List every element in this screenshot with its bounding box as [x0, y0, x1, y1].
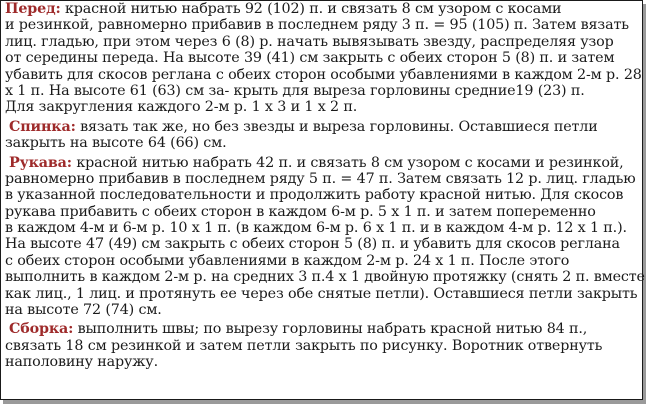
- section-sleeves-line: равномерно прибавив в последнем ряду 5 п. = 47 п. Затем связать 12 р. лиц. гладью: [5, 170, 636, 187]
- section-assembly-line: выполнить швы; по вырезу горловины набрать красной нитью 84 п.,: [73, 321, 588, 338]
- section-front-line: красной нитью набрать 92 (102) п. и связать 8 см узором с косами: [60, 1, 562, 17]
- section-sleeves-line: рукава прибавить с обеих сторон в каждом 6-м р. 5 х 1 п. и затем попеременно: [5, 203, 596, 220]
- section-assembly: [5, 321, 641, 370]
- section-front-line: х 1 п. На высоте 61 (63) см за- крыть для выреза горловины средние19 (23) п.: [5, 82, 585, 99]
- section-front: [5, 1, 641, 116]
- section-heading-assembly: Сборка:: [9, 321, 74, 338]
- section-heading-front: Перед:: [5, 1, 61, 17]
- section-sleeves-line: На высоте 47 (49) см закрыть с обеих сторон 5 (8) п. и убавить для скосов реглана: [5, 236, 620, 253]
- section-assembly-line: связать 18 см резинкой и затем петли закрыть по рисунку. Воротник отвернуть: [5, 337, 603, 354]
- section-front-line: от середины переда. На высоте 39 (41) см закрыть с обеих сторон 5 (8) п. и затем: [5, 50, 615, 67]
- section-front-line: лиц. гладью, при этом через 6 (8) р. начать вывязывать звезду, распределяя узор: [5, 33, 614, 50]
- section-heading-back: Спинка:: [9, 118, 76, 135]
- section-front-line: Для закругления каждого 2-м р. 1 х 3 и 1 х 2 п.: [5, 99, 358, 116]
- section-sleeves-line: выполнить в каждом 2-м р. на средних 3 п.4 х 1 двойную протяжку (снять 2 п. вместе: [5, 269, 645, 286]
- section-sleeves-line: с обеих сторон особыми убавлениями в каждом 2-м р. 24 х 1 п. После этого: [5, 252, 570, 269]
- section-sleeves: [5, 154, 645, 319]
- section-assembly-line: наполовину наружу.: [5, 354, 158, 371]
- section-sleeves-line: в указанной последовательности и продолжить работу красной нитью. Для скосов: [5, 187, 624, 204]
- section-back: [5, 119, 641, 152]
- section-front-line: убавить для скосов реглана с обеих сторон особыми убавлениями в каждом 2-м р. 28: [5, 66, 642, 83]
- section-sleeves-line: на высоте 72 (74) см.: [5, 302, 162, 319]
- section-back-line: закрыть на высоте 64 (66) см.: [5, 135, 227, 152]
- section-back-line: вязать так же, но без звезды и выреза горловины. Оставшиеся петли: [75, 118, 598, 135]
- section-heading-sleeves: Рукава:: [9, 154, 72, 171]
- section-sleeves-line: красной нитью набрать 42 п. и связать 8 см узором с косами и резинкой,: [71, 154, 624, 171]
- document-body: [5, 1, 645, 371]
- section-front-line: и резинкой, равномерно прибавив в последнем ряду 3 п. = 95 (105) п. Затем вязать: [5, 17, 629, 34]
- section-sleeves-line: в каждом 4-м и 6-м р. 10 х 1 п. (в каждом 6-м р. 6 х 1 п. и в каждом 4-м р. 12 х 1 п.).: [5, 220, 627, 237]
- section-sleeves-line: как лиц., 1 лиц. и протянуть ее через обе снятые петли). Оставшиеся петли закрыть: [5, 285, 638, 302]
